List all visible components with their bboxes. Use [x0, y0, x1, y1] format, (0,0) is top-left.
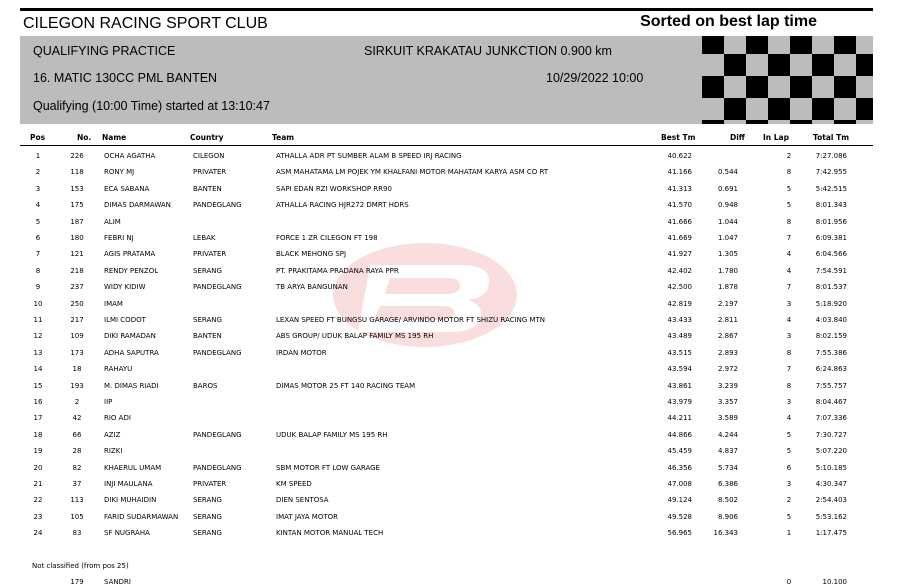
- cell-diff: 0.948: [717, 201, 738, 210]
- cell-name: ALIM: [104, 217, 121, 226]
- cell-total: 7:07.336: [815, 414, 847, 423]
- cell-name: IIP: [104, 398, 113, 406]
- cell-diff: 2.972: [717, 365, 738, 374]
- cell-country: BANTEN: [193, 332, 222, 341]
- cell-best: 43.489: [667, 332, 692, 341]
- table-row: [0, 200, 900, 216]
- cell-total: 6:09.381: [815, 234, 847, 242]
- cell-lap: 5: [786, 430, 792, 439]
- cell-best: 43.594: [667, 365, 692, 374]
- cell-total: 7:54.591: [815, 266, 847, 275]
- cell-pos: 24: [33, 529, 43, 538]
- cell-no: 37: [72, 480, 82, 488]
- table-row: [0, 282, 900, 298]
- cell-name: OCHA AGATHA: [104, 152, 156, 160]
- cell-lap: 7: [786, 365, 792, 374]
- cell-pos: 15: [33, 381, 43, 390]
- cell-lap: 2: [786, 152, 792, 160]
- cell-total: 8:01.343: [815, 201, 847, 210]
- cell-no: 153: [70, 184, 84, 193]
- not-classified-row: [0, 577, 900, 587]
- cell-diff: 8.906: [717, 512, 738, 521]
- cell-pos: 14: [33, 365, 43, 374]
- table-row: [0, 299, 900, 315]
- cell-diff: 2.811: [717, 316, 738, 324]
- cell-country: PRIVATER: [193, 250, 227, 259]
- cell-team: BLACK MEHONG SPJ: [276, 250, 347, 259]
- cell-pos: 6: [35, 234, 41, 242]
- race-class: 16. MATIC 130CC PML BANTEN: [33, 71, 218, 85]
- cell-total: 7:55.386: [815, 348, 847, 357]
- cell-diff: 3.357: [717, 398, 738, 406]
- cell-diff: 1.780: [717, 266, 738, 275]
- cell-best: 41.313: [667, 184, 692, 193]
- cell-diff: 1.047: [717, 234, 738, 242]
- cell-country: SERANG: [193, 316, 222, 324]
- cell-total: 1:17.475: [815, 529, 847, 538]
- cell-country: PANDEGLANG: [193, 463, 242, 472]
- cell-name: ECA SABANA: [104, 184, 150, 193]
- cell-pos: 11: [33, 316, 43, 324]
- cell-pos: 18: [33, 430, 43, 439]
- cell-no: 250: [70, 299, 84, 308]
- cell-country: PANDEGLANG: [193, 201, 242, 210]
- cell-best: 47.008: [667, 480, 692, 488]
- col-country-header: Country: [190, 133, 224, 142]
- cell-pos: 17: [33, 414, 43, 423]
- header-divider: [20, 145, 873, 146]
- cell-no: 180: [70, 234, 84, 242]
- cell-country: PANDEGLANG: [193, 348, 242, 357]
- cell-total: 7:42.955: [815, 168, 847, 177]
- cell-no: 66: [72, 430, 82, 439]
- table-row: [0, 446, 900, 462]
- cell-no: 82: [72, 463, 82, 472]
- cell-team: IMAT JAYA MOTOR: [276, 512, 338, 521]
- cell-team: ABS GROUP/ UDUK BALAP FAMILY MS 195 RH: [276, 332, 434, 341]
- cell-country: BANTEN: [193, 184, 222, 193]
- cell-total: 10.100: [822, 578, 847, 586]
- cell-diff: 2.893: [717, 348, 738, 357]
- cell-pos: 7: [35, 250, 41, 259]
- cell-name: DIKI MUHAIDIN: [104, 496, 157, 505]
- cell-no: 179: [70, 578, 84, 586]
- table-row: [0, 184, 900, 200]
- cell-best: 56.965: [667, 529, 692, 538]
- cell-total: 5:53.162: [815, 512, 847, 521]
- cell-diff: 0.691: [717, 184, 738, 193]
- cell-diff: 0.544: [717, 168, 738, 177]
- col-total-header: Total Tm: [813, 133, 850, 142]
- cell-pos: 9: [35, 283, 41, 292]
- cell-best: 49.528: [667, 512, 692, 521]
- cell-country: SERANG: [193, 266, 222, 275]
- cell-pos: 4: [35, 201, 41, 210]
- cell-best: 40.622: [667, 152, 692, 160]
- cell-team: UDUK BALAP FAMILY MS 195 RH: [276, 430, 388, 439]
- qualifying-start: Qualifying (10:00 Time) started at 13:10:47: [33, 99, 270, 113]
- cell-country: PANDEGLANG: [193, 430, 242, 439]
- cell-lap: 5: [786, 447, 792, 456]
- col-pos-header: Pos: [30, 133, 46, 142]
- col-no-header: No.: [77, 133, 92, 142]
- cell-pos: 3: [35, 184, 41, 193]
- cell-no: 118: [70, 168, 84, 177]
- cell-best: 42.500: [667, 283, 692, 292]
- cell-best: 44.866: [667, 430, 692, 439]
- col-best-header: Best Tm: [661, 133, 696, 142]
- cell-no: 18: [72, 365, 82, 374]
- cell-no: 42: [72, 414, 82, 423]
- cell-country: SERANG: [193, 496, 222, 505]
- session-name: QUALIFYING PRACTICE: [33, 44, 176, 58]
- cell-diff: 3.239: [717, 381, 738, 390]
- cell-pos: 16: [33, 398, 43, 406]
- cell-best: 49.124: [667, 496, 692, 505]
- cell-best: 42.402: [667, 266, 692, 275]
- cell-no: 28: [72, 447, 82, 456]
- table-row: [0, 167, 900, 183]
- cell-team: SBM MOTOR FT LOW GARAGE: [276, 463, 380, 472]
- cell-total: 4:30.347: [815, 480, 847, 488]
- cell-no: 113: [70, 496, 84, 505]
- cell-no: 105: [70, 512, 84, 521]
- session-info-panel: [20, 36, 873, 124]
- cell-diff: 1.305: [717, 250, 738, 259]
- cell-lap: 8: [786, 348, 792, 357]
- cell-name: FARID SUDARMAWAN: [104, 512, 179, 521]
- cell-name: RIO ADI: [104, 414, 131, 423]
- cell-country: PRIVATER: [193, 480, 227, 488]
- col-team-header: Team: [272, 133, 295, 142]
- cell-name: WIDY KIDIW: [104, 283, 146, 292]
- cell-team: SAPI EDAN RZI WORKSHOP RR90: [276, 184, 392, 193]
- cell-no: 83: [72, 529, 82, 538]
- cell-name: INJI MAULANA: [104, 480, 153, 488]
- col-name-header: Name: [102, 133, 127, 142]
- cell-name: ILMI CODOT: [104, 316, 146, 324]
- cell-total: 7:27.086: [815, 152, 847, 160]
- cell-pos: 22: [33, 496, 43, 505]
- col-diff-header: Diff: [730, 133, 745, 142]
- sort-label: Sorted on best lap time: [640, 13, 817, 30]
- cell-no: 173: [70, 348, 84, 357]
- cell-total: 5:18.920: [815, 299, 847, 308]
- table-row: [0, 495, 900, 511]
- table-row: [0, 512, 900, 528]
- cell-lap: 4: [786, 414, 792, 423]
- checkered-flag-icon: [702, 36, 873, 124]
- table-row: [0, 331, 900, 347]
- cell-diff: 4.837: [717, 447, 738, 456]
- event-datetime: 10/29/2022 10:00: [546, 71, 644, 85]
- cell-no: 237: [70, 283, 84, 292]
- cell-team: FORCE 1 ZR CILEGON FT 198: [276, 234, 378, 242]
- cell-lap: 4: [786, 250, 792, 259]
- table-row: [0, 151, 900, 167]
- cell-team: LEXAN SPEED FT BUNGSU GARAGE/ ARVINDO MOTOR FT SHIZU RACING MTN: [276, 316, 546, 324]
- cell-country: SERANG: [193, 512, 222, 521]
- table-row: [0, 348, 900, 364]
- cell-team: DIEN SENTOSA: [276, 496, 329, 505]
- cell-lap: 8: [786, 217, 792, 226]
- cell-team: IRDAN MOTOR: [276, 348, 327, 357]
- cell-name: RIZKI: [104, 447, 123, 456]
- cell-lap: 1: [786, 529, 792, 538]
- cell-no: 226: [70, 152, 84, 160]
- cell-no: 217: [70, 316, 84, 324]
- cell-total: 6:24.863: [815, 365, 847, 374]
- cell-lap: 0: [786, 578, 792, 586]
- table-row: [0, 233, 900, 249]
- cell-diff: 2.197: [717, 299, 738, 308]
- cell-lap: 4: [786, 316, 792, 324]
- cell-name: RENDY PENZOL: [104, 266, 159, 275]
- cell-team: TB ARYA BANGUNAN: [276, 283, 348, 292]
- cell-best: 43.861: [667, 381, 692, 390]
- cell-team: PT. PRAKITAMA PRADANA RAYA PPR: [276, 266, 399, 275]
- cell-pos: 23: [33, 512, 43, 521]
- cell-diff: 1.878: [717, 283, 738, 292]
- cell-no: 187: [70, 217, 84, 226]
- cell-best: 41.166: [667, 168, 692, 177]
- table-row: [0, 528, 900, 544]
- cell-no: 193: [70, 381, 84, 390]
- cell-no: 175: [70, 201, 84, 210]
- table-row: [0, 249, 900, 265]
- cell-diff: 4.244: [717, 430, 738, 439]
- cell-diff: 1.044: [717, 217, 738, 226]
- cell-lap: 8: [786, 381, 792, 390]
- cell-lap: 6: [786, 463, 792, 472]
- cell-country: PRIVATER: [193, 168, 227, 177]
- cell-name: M. DIMAS RIADI: [104, 381, 159, 390]
- cell-no: 2: [74, 398, 80, 406]
- cell-best: 41.669: [667, 234, 692, 242]
- cell-no: 218: [70, 266, 84, 275]
- cell-lap: 2: [786, 496, 792, 505]
- cell-name: SANDRI: [104, 578, 131, 586]
- cell-total: 8:01.537: [815, 283, 847, 292]
- cell-team: DIMAS MOTOR 25 FT 140 RACING TEAM: [276, 381, 416, 390]
- table-row: [0, 381, 900, 397]
- cell-best: 43.979: [667, 398, 692, 406]
- cell-best: 43.515: [667, 348, 692, 357]
- cell-diff: 6.386: [717, 480, 738, 488]
- cell-country: SERANG: [193, 529, 222, 538]
- cell-best: 43.433: [667, 316, 692, 324]
- cell-total: 7:55.757: [815, 381, 847, 390]
- cell-total: 5:07.220: [815, 447, 847, 456]
- cell-best: 41.666: [667, 217, 692, 226]
- cell-pos: 21: [33, 480, 43, 488]
- cell-lap: 3: [786, 299, 792, 308]
- cell-total: 8:02.159: [815, 332, 847, 341]
- cell-diff: 3.589: [717, 414, 738, 423]
- cell-name: SF NUGRAHA: [104, 529, 150, 538]
- cell-name: ADHA SAPUTRA: [104, 348, 159, 357]
- cell-best: 44.211: [667, 414, 692, 423]
- cell-lap: 8: [786, 168, 792, 177]
- cell-pos: 10: [33, 299, 43, 308]
- cell-name: AGIS PRATAMA: [104, 250, 156, 259]
- cell-lap: 7: [786, 283, 792, 292]
- cell-lap: 5: [786, 184, 792, 193]
- not-classified-label: Not classified (from pos 25): [32, 562, 129, 570]
- cell-lap: 3: [786, 398, 792, 406]
- cell-pos: 2: [35, 168, 41, 177]
- cell-pos: 20: [33, 463, 43, 472]
- cell-diff: 16.343: [713, 529, 738, 538]
- cell-total: 8:04.467: [815, 398, 847, 406]
- cell-diff: 2.867: [717, 332, 738, 341]
- table-row: [0, 413, 900, 429]
- club-name: CILEGON RACING SPORT CLUB: [23, 15, 268, 32]
- cell-lap: 3: [786, 480, 792, 488]
- cell-country: PANDEGLANG: [193, 283, 242, 292]
- cell-name: DIMAS DARMAWAN: [104, 201, 171, 210]
- cell-total: 6:04.566: [815, 250, 847, 259]
- cell-best: 46.356: [667, 463, 692, 472]
- cell-team: ASM MAHATAMA LM POJEK YM KHALFANI MOTOR MAHATAM KARYA ASM CO RT: [276, 168, 549, 177]
- circuit-name: SIRKUIT KRAKATAU JUNKCTION 0.900 km: [364, 44, 612, 58]
- cell-pos: 13: [33, 348, 43, 357]
- table-row: [0, 364, 900, 380]
- cell-team: KM SPEED: [276, 480, 312, 488]
- cell-country: BAROS: [193, 381, 218, 390]
- cell-name: AZIZ: [104, 430, 121, 439]
- cell-total: 7:30.727: [815, 430, 847, 439]
- cell-pos: 5: [35, 217, 41, 226]
- cell-diff: 8.502: [717, 496, 738, 505]
- cell-diff: 5.734: [717, 463, 738, 472]
- table-row: [0, 479, 900, 495]
- cell-lap: 3: [786, 332, 792, 341]
- cell-best: 45.459: [667, 447, 692, 456]
- cell-total: 2:54.403: [815, 496, 847, 505]
- cell-country: CILEGON: [193, 152, 225, 160]
- table-row: [0, 463, 900, 479]
- cell-team: ATHALLA RACING HJR272 DMRT HDRS: [276, 201, 409, 210]
- table-row: [0, 266, 900, 282]
- cell-lap: 5: [786, 512, 792, 521]
- table-row: [0, 217, 900, 233]
- cell-best: 41.570: [667, 201, 692, 210]
- cell-name: RAHAYU: [104, 365, 133, 374]
- cell-team: ATHALLA ADR PT SUMBER ALAM B SPEED IRJ RACING: [276, 152, 462, 160]
- cell-best: 41.927: [667, 250, 692, 259]
- cell-name: RONY MJ: [104, 168, 135, 177]
- cell-lap: 7: [786, 234, 792, 242]
- col-lap-header: In Lap: [763, 133, 789, 142]
- cell-pos: 1: [35, 152, 41, 160]
- cell-pos: 12: [33, 332, 43, 341]
- cell-name: FEBRI NJ: [104, 234, 134, 242]
- cell-name: IMAM: [104, 299, 123, 308]
- cell-total: 5:10.185: [815, 463, 847, 472]
- cell-best: 42.819: [667, 299, 692, 308]
- cell-no: 109: [70, 332, 84, 341]
- cell-no: 121: [70, 250, 84, 259]
- table-row: [0, 397, 900, 413]
- cell-pos: 8: [35, 266, 41, 275]
- cell-name: DIKI RAMADAN: [104, 332, 156, 341]
- cell-total: 5:42.515: [815, 184, 847, 193]
- cell-total: 4:03.840: [815, 316, 847, 324]
- cell-lap: 5: [786, 201, 792, 210]
- table-row: [0, 430, 900, 446]
- cell-country: LEBAK: [193, 234, 216, 242]
- cell-pos: 19: [33, 447, 43, 456]
- table-row: [0, 315, 900, 331]
- cell-lap: 4: [786, 266, 792, 275]
- cell-team: KINTAN MOTOR MANUAL TECH: [276, 529, 384, 538]
- cell-name: KHAERUL UMAM: [104, 463, 162, 472]
- title-bar: [20, 8, 873, 36]
- cell-total: 8:01.956: [815, 217, 847, 226]
